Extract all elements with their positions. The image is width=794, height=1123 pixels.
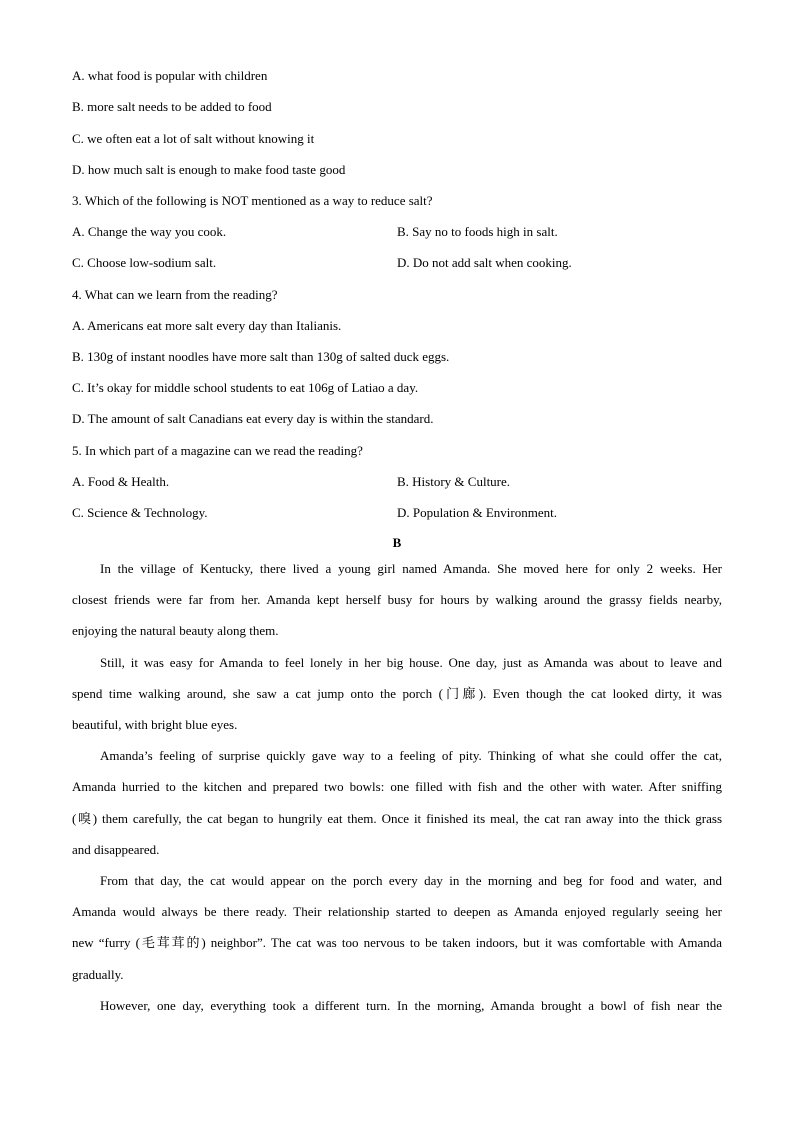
q4-option-b: B. 130g of instant noodles have more salt than 130g of salted duck eggs. [72,349,450,364]
q2-option-c: C. we often eat a lot of salt without knowing it [72,131,315,146]
paragraph-line: However, one day, everything took a different turn. In the morning, Amanda brought a bowl of fish near the [100,998,722,1013]
paragraph-line: spend time walking around, she saw a cat jump onto the porch (门廊). Even though the cat looked dirty, it was [72,686,722,701]
paragraph-line: Amanda’s feeling of surprise quickly gave way to a feeling of pity. Thinking of what she could offer the cat, [100,748,722,763]
paragraph-line: Still, it was easy for Amanda to feel lonely in her big house. One day, just as Amanda was about to leave and [100,655,722,670]
q2-option-d: D. how much salt is enough to make food taste good [72,162,346,177]
q5-option-a: A. Food & Health. [72,474,170,489]
paragraph-line: beautiful, with bright blue eyes. [72,717,238,732]
section-heading: B [392,535,402,550]
q5-option-c: C. Science & Technology. [72,505,208,520]
q4-option-d: D. The amount of salt Canadians eat every day is within the standard. [72,411,434,426]
q4-option-c: C. It’s okay for middle school students to eat 106g of Latiao a day. [72,380,419,395]
q3-option-d: D. Do not add salt when cooking. [397,255,572,270]
q5-option-b: B. History & Culture. [397,474,511,489]
paragraph-line: closest friends were far from her. Amanda kept herself busy for hours by walking around the grassy fields nearby, [72,592,722,607]
q3-option-b: B. Say no to foods high in salt. [397,224,558,239]
paragraph-line: enjoying the natural beauty along them. [72,623,279,638]
q4-option-a: A. Americans eat more salt every day than Italianis. [72,318,342,333]
q5-option-d: D. Population & Environment. [397,505,557,520]
q3-option-a: A. Change the way you cook. [72,224,227,239]
paragraph-line: new “furry (毛茸茸的) neighbor”. The cat was too nervous to be taken indoors, but it was comfortable with Amanda [72,935,722,950]
q4-question: 4. What can we learn from the reading? [72,287,278,302]
paragraph-line: In the village of Kentucky, there lived a young girl named Amanda. She moved here for only 2 weeks. Her [100,561,722,576]
paragraph-line: From that day, the cat would appear on the porch every day in the morning and beg for food and water, and [100,873,722,888]
paragraph-line: Amanda hurried to the kitchen and prepared two bowls: one filled with fish and the other with water. After sniffing [72,779,722,794]
q5-question: 5. In which part of a magazine can we read the reading? [72,443,363,458]
paragraph-line: (嗅) them carefully, the cat began to hungrily eat them. Once it finished its meal, the cat ran away into the thick grass [72,811,722,826]
paragraph-line: and disappeared. [72,842,160,857]
paragraph-line: Amanda would always be there ready. Their relationship started to deepen as Amanda enjoyed regularly seeing her [72,904,722,919]
q3-option-c: C. Choose low-sodium salt. [72,255,217,270]
paragraph-line: gradually. [72,967,124,982]
q3-question: 3. Which of the following is NOT mentioned as a way to reduce salt? [72,193,433,208]
q2-option-b: B. more salt needs to be added to food [72,99,272,114]
q2-option-a: A. what food is popular with children [72,68,268,83]
